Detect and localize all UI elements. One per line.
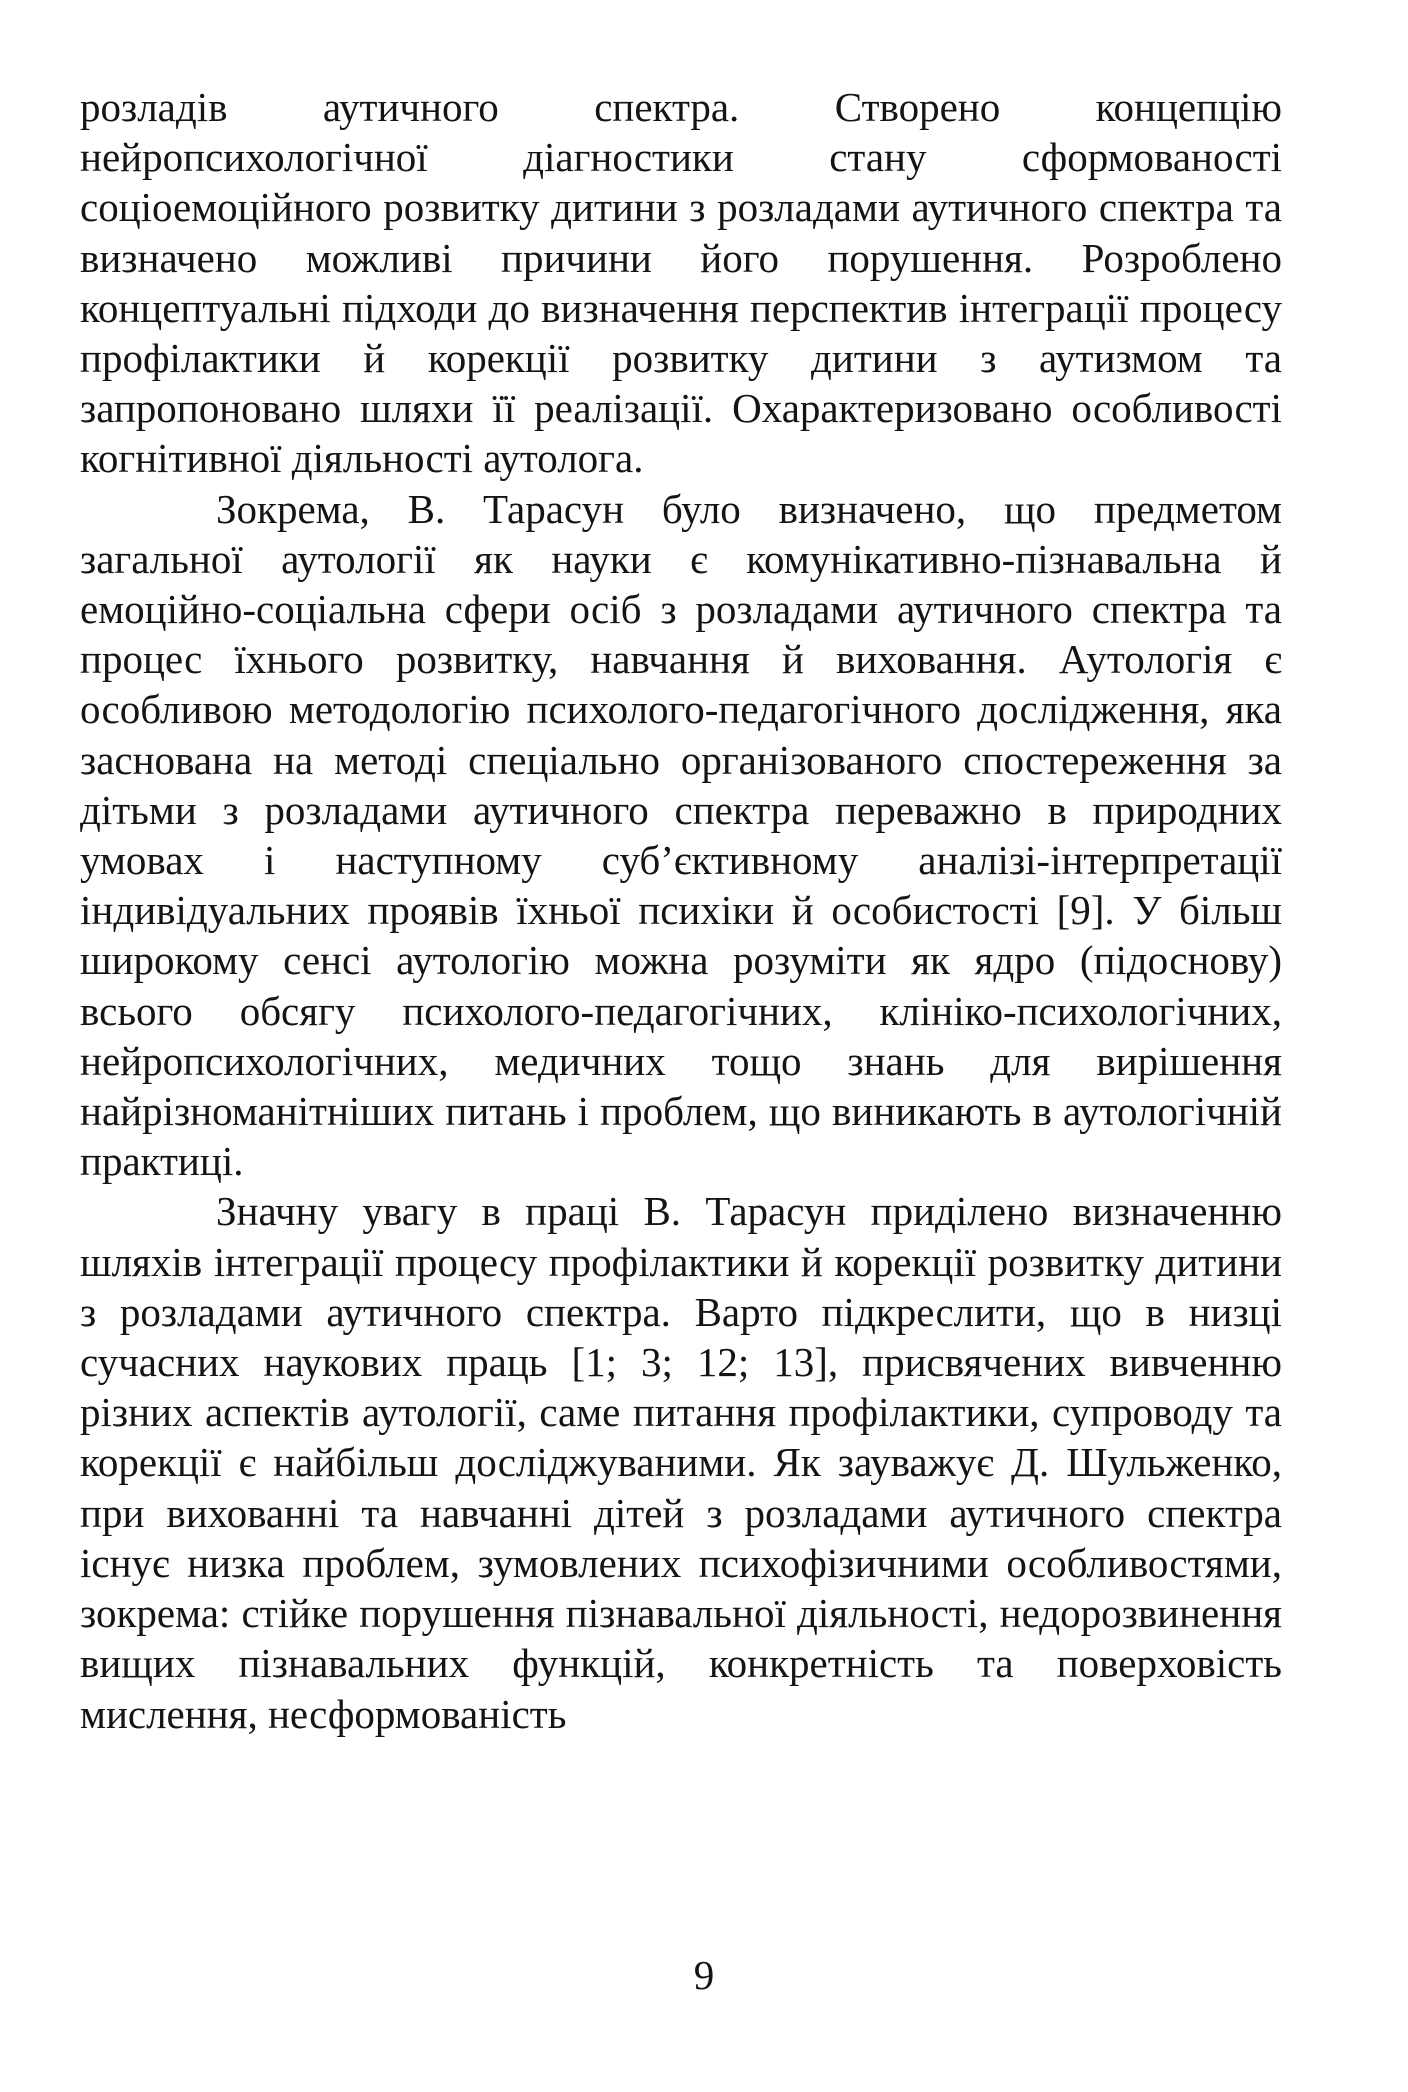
page-number: 9	[693, 1952, 715, 1998]
paragraph-2: Зокрема, В. Тарасун було визначено, що предметом загальної аутології як науки є комунікативно-пізнавальна й емоційно-соціальна сфери осіб з розладами аутичного спектра та процес їхнього розвитку, навчання й виховання. Аутологія є особливою методологію психолого-педагогічного дослідження, яка заснована на методі спеціально організованого спостереження за дітьми з розладами аутичного спектра переважно в природних умовах і наступному суб’єктивному аналізі-інтерпретації індивідуальних проявів їхньої психіки й особистості [9]. У більш широкому сенсі аутологію можна розуміти як ядро (підоснову) всього обсягу психолого-педагогічних, клініко-психологічних, нейропсихологічних, медичних тощо знань для вирішення найрізноманітніших питань і проблем, що виникають в аутологічній практиці.	[80, 485, 1282, 1185]
paragraph-3: Значну увагу в праці В. Тарасун приділено визначенню шляхів інтеграції процесу профілактики й корекції розвитку дитини з розладами аутичного спектра. Варто підкреслити, що в низці сучасних наукових праць [1; 3; 12; 13], присвячених вивченню різних аспектів аутології, саме питання профілактики, супроводу та корекції є найбільш досліджуваними. Як зауважує Д. Шульженко, при вихованні та навчанні дітей з розладами аутичного спектра існує низка проблем, зумовлених психофізичними особливостями, зокрема: стійке порушення пізнавальної діяльності, недорозвинення вищих пізнавальних функцій, конкретність та поверховість мислення, несформованість	[80, 1188, 1282, 1737]
paragraph-1: розладів аутичного спектра. Створено концепцію нейропсихологічної діагностики стану сформованості соціоемоційного розвитку дитини з розладами аутичного спектра та визначено можливі причини його порушення. Розроблено концептуальні підходи до визначення перспектив інтеграції процесу профілактики й корекції розвитку дитини з аутизмом та запропоновано шляхи її реалізації. Охарактеризовано особливості когнітивної діяльності аутолога.	[80, 84, 1282, 482]
page-body	[80, 82, 1282, 1739]
